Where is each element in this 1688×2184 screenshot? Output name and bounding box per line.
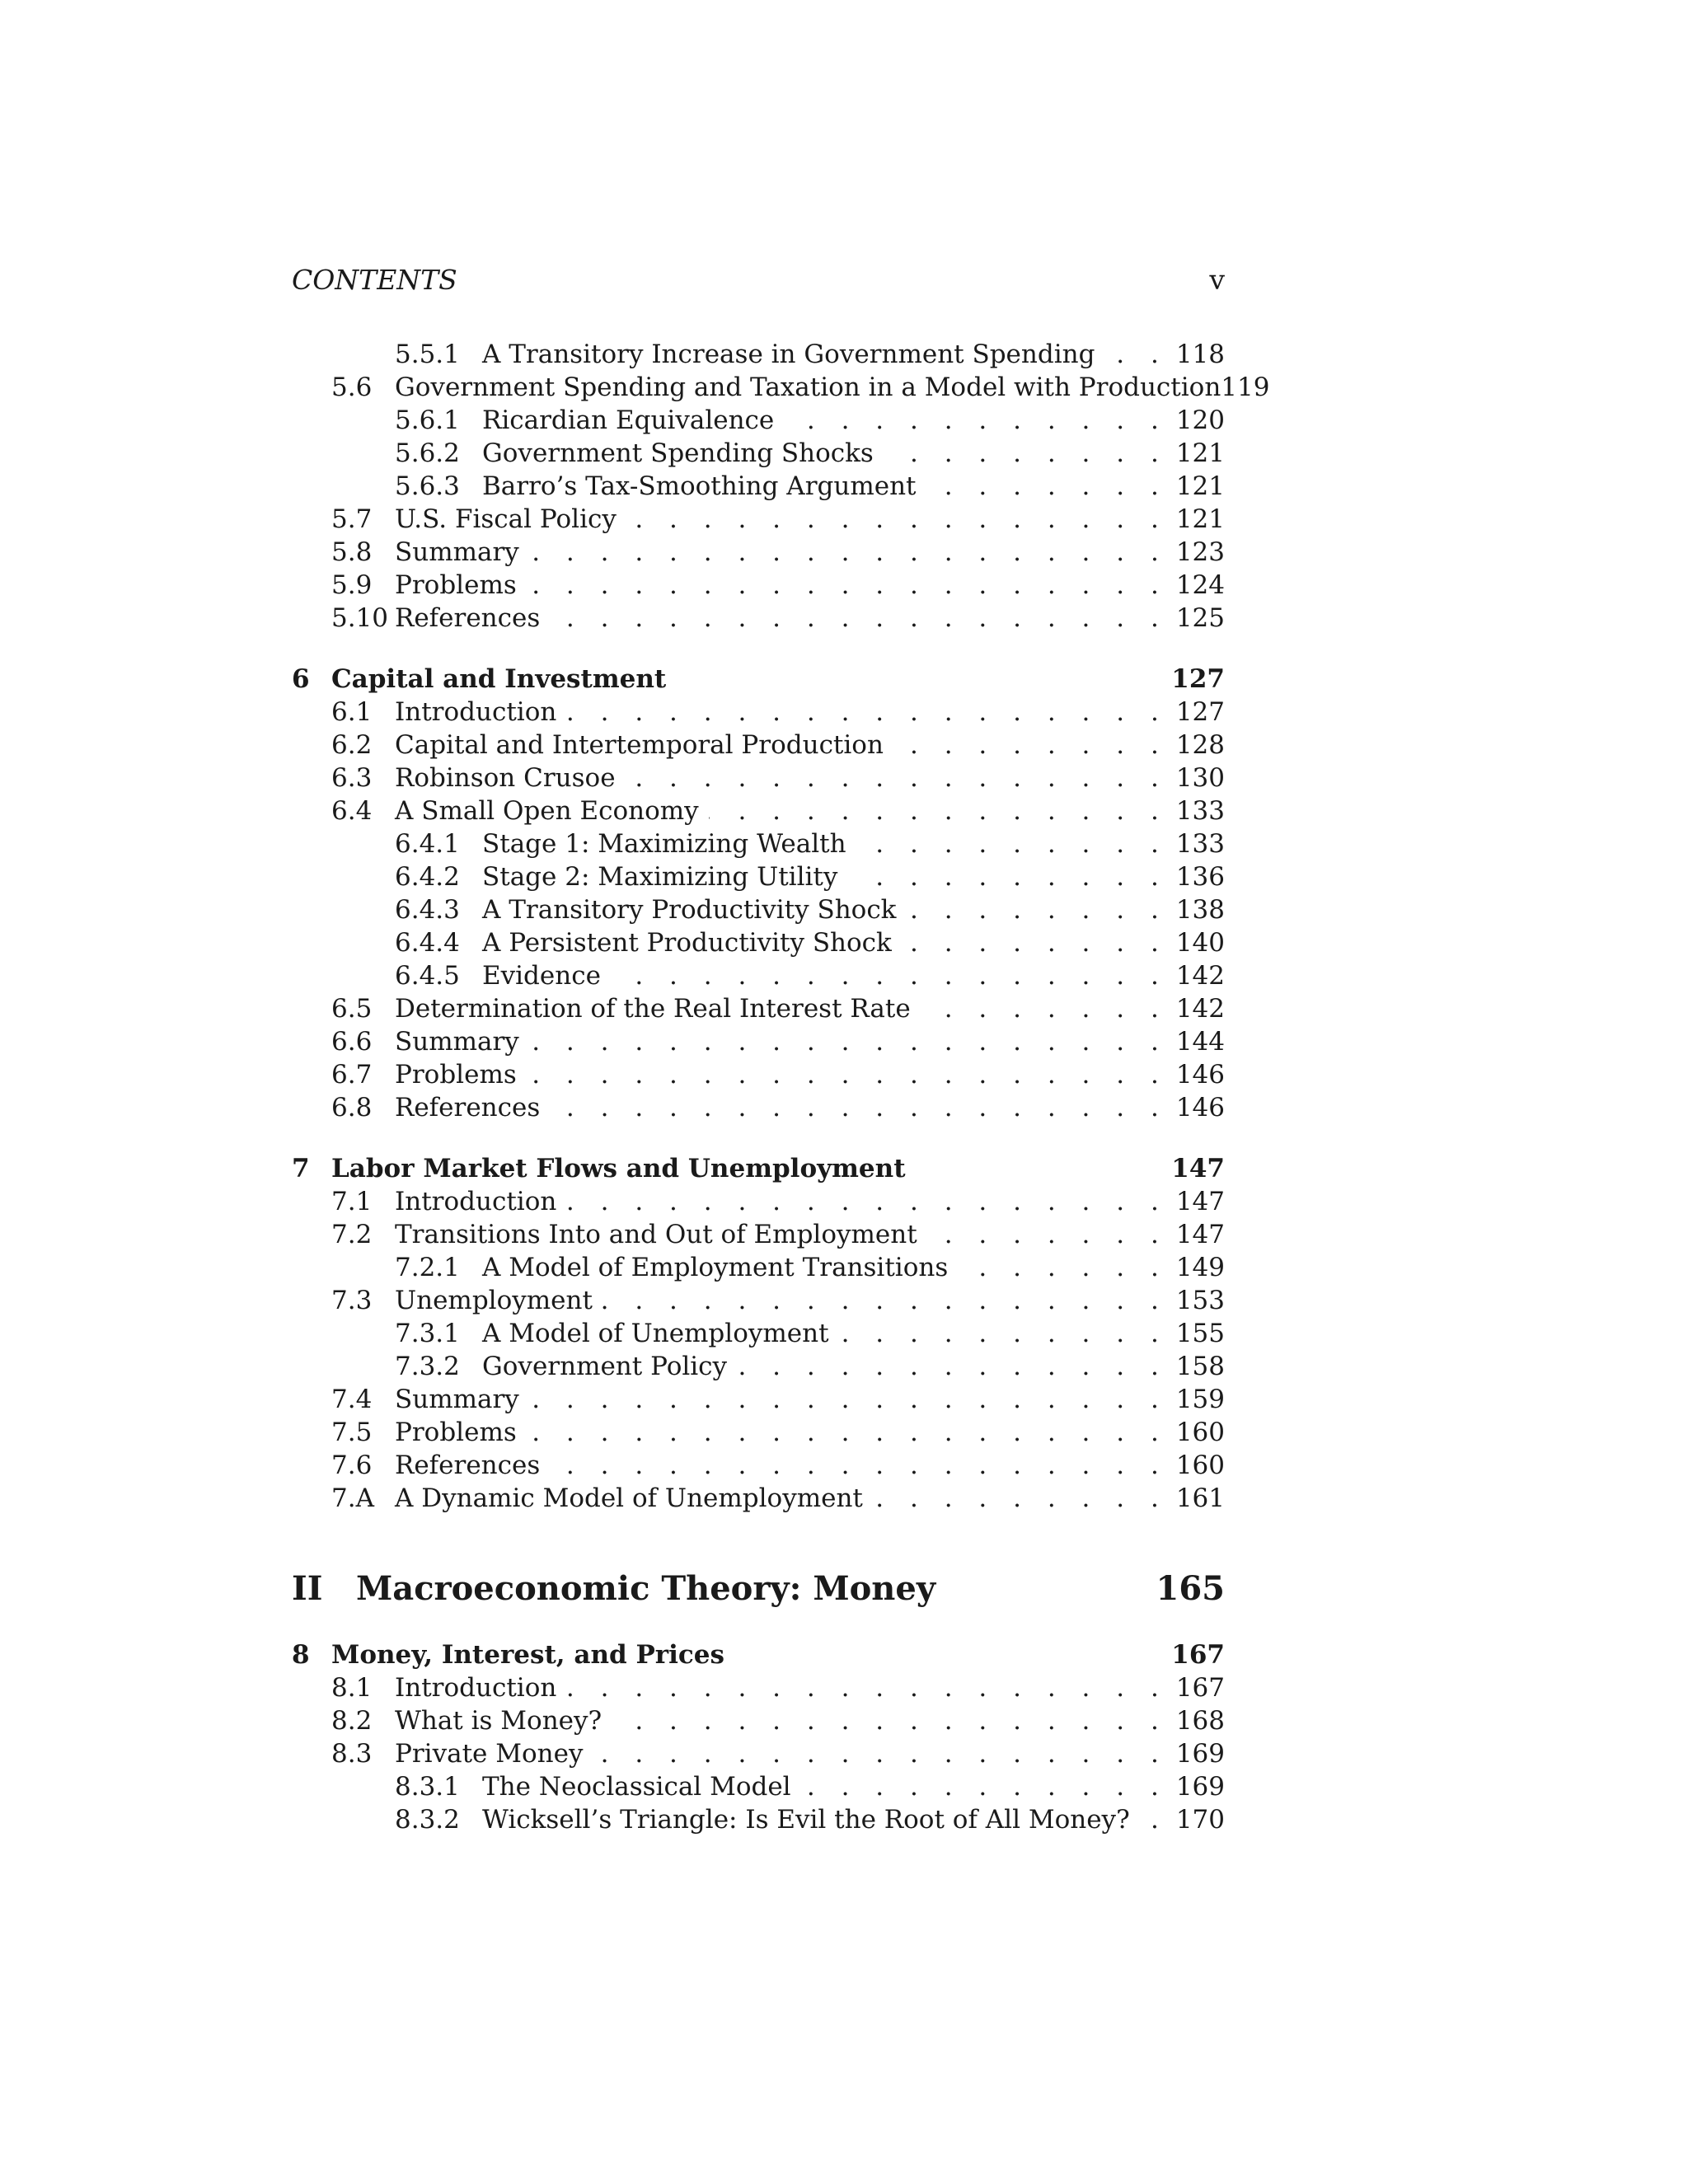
toc-entry-title: Government Spending and Taxation in a Model with Production xyxy=(395,373,1221,402)
toc-entry-page-number: 133 xyxy=(1175,796,1225,826)
toc-entry-number: 6.4.1 xyxy=(395,829,460,859)
toc-entry-number: 5.9 xyxy=(331,570,373,600)
toc-section-entry[interactable] xyxy=(292,762,1225,794)
toc-entry-number: 6.4.5 xyxy=(395,961,460,991)
toc-entry-page-number: 167 xyxy=(1175,1673,1225,1703)
toc-entry-title: Summary xyxy=(395,537,519,567)
toc-entry-title: References xyxy=(395,603,541,633)
toc-entry-number: 8.3 xyxy=(331,1739,373,1769)
toc-entry-title: Unemployment xyxy=(395,1286,593,1315)
toc-entry-page-number: 160 xyxy=(1175,1418,1225,1447)
toc-section-entry[interactable] xyxy=(292,729,1225,762)
toc-subsection-entry[interactable] xyxy=(292,827,1225,860)
toc-entry-title: The Neoclassical Model xyxy=(482,1772,791,1802)
toc-entry-title: A Transitory Increase in Government Spending xyxy=(482,340,1095,369)
toc-dot-leader xyxy=(784,404,1168,437)
toc-entry-page-number: 170 xyxy=(1175,1805,1225,1835)
toc-entry-number: 7.6 xyxy=(331,1451,373,1480)
toc-dot-leader xyxy=(527,1416,1168,1449)
toc-dot-leader xyxy=(527,1058,1168,1091)
toc-dot-leader xyxy=(529,1383,1168,1416)
running-head-page-number: v xyxy=(1209,264,1225,296)
toc-entry-page-number: 136 xyxy=(1175,862,1225,892)
toc-subsection-entry[interactable] xyxy=(292,338,1225,371)
toc-section-entry[interactable] xyxy=(292,503,1225,536)
toc-dot-leader xyxy=(927,1218,1168,1251)
toc-dot-leader xyxy=(626,503,1168,536)
toc-entry-page-number: 169 xyxy=(1175,1772,1225,1802)
toc-entry-page-number: 140 xyxy=(1175,928,1225,958)
toc-entry-number: 7.3.1 xyxy=(395,1319,460,1348)
table-of-contents xyxy=(292,338,1270,1836)
toc-section-entry[interactable] xyxy=(292,602,1225,635)
toc-entry-title: A Small Open Economy xyxy=(395,796,699,826)
toc-entry-number: 8.3.2 xyxy=(395,1805,460,1835)
toc-subsection-entry[interactable] xyxy=(292,893,1225,926)
toc-dot-leader xyxy=(566,696,1168,729)
toc-entry-page-number: 138 xyxy=(1175,895,1225,925)
toc-entry-number: 7 xyxy=(292,1154,310,1183)
toc-entry-number: 5.6.3 xyxy=(395,471,460,501)
toc-entry-page-number: 119 xyxy=(1221,373,1270,402)
toc-section-entry[interactable] xyxy=(292,1058,1225,1091)
toc-entry-title: A Transitory Productivity Shock xyxy=(482,895,897,925)
toc-dot-leader xyxy=(921,992,1168,1025)
toc-entry-page-number: 142 xyxy=(1175,994,1225,1024)
toc-dot-leader xyxy=(529,1025,1168,1058)
toc-entry-page-number: 146 xyxy=(1175,1093,1225,1122)
toc-dot-leader xyxy=(856,827,1168,860)
toc-entry-page-number: 147 xyxy=(1175,1220,1225,1249)
toc-entry-page-number: 158 xyxy=(1175,1352,1225,1381)
toc-section-entry[interactable] xyxy=(292,1284,1225,1317)
toc-chapter-entry[interactable] xyxy=(292,1638,1225,1671)
toc-entry-number: 6.4.4 xyxy=(395,928,460,958)
toc-entry-title: Stage 1: Maximizing Wealth xyxy=(482,829,846,859)
toc-subsection-entry[interactable] xyxy=(292,1770,1225,1803)
toc-entry-page-number: 130 xyxy=(1175,763,1225,793)
toc-entry-number: 6.1 xyxy=(331,697,373,727)
toc-entry-page-number: 155 xyxy=(1175,1319,1225,1348)
toc-entry-number: 5.6.1 xyxy=(395,405,460,435)
toc-entry-number: 5.6.2 xyxy=(395,438,460,468)
toc-section-entry[interactable] xyxy=(292,794,1225,827)
toc-dot-leader xyxy=(550,602,1168,635)
toc-entry-title: Summary xyxy=(395,1385,519,1414)
toc-entry-page-number: 121 xyxy=(1175,504,1225,534)
toc-entry-title: Wicksell’s Triangle: Is Evil the Root of All Money? xyxy=(482,1805,1130,1835)
toc-entry-title: Private Money xyxy=(395,1739,584,1769)
toc-subsection-entry[interactable] xyxy=(292,926,1225,959)
toc-entry-page-number: 133 xyxy=(1175,829,1225,859)
toc-entry-title: Barro’s Tax-Smoothing Argument xyxy=(482,471,917,501)
toc-entry-title: Transitions Into and Out of Employment xyxy=(395,1220,917,1249)
toc-entry-page-number: 124 xyxy=(1175,570,1225,600)
toc-dot-leader xyxy=(839,1317,1168,1350)
toc-entry-title: References xyxy=(395,1093,541,1122)
toc-entry-number: 7.2 xyxy=(331,1220,373,1249)
toc-entry-page-number: 159 xyxy=(1175,1385,1225,1414)
toc-entry-title: U.S. Fiscal Policy xyxy=(395,504,617,534)
toc-dot-leader xyxy=(1104,338,1167,371)
toc-dot-leader xyxy=(906,893,1167,926)
toc-dot-leader xyxy=(527,569,1168,602)
toc-dot-leader xyxy=(958,1251,1168,1284)
toc-entry-number: 8.1 xyxy=(331,1673,373,1703)
toc-section-entry[interactable] xyxy=(292,1218,1225,1251)
toc-entry-page-number: 121 xyxy=(1175,438,1225,468)
toc-dot-leader xyxy=(801,1770,1168,1803)
toc-entry-page-number: 153 xyxy=(1175,1286,1225,1315)
toc-entry-number: 6.5 xyxy=(331,994,373,1024)
toc-entry-page-number: 161 xyxy=(1175,1483,1225,1513)
toc-section-entry[interactable] xyxy=(292,1416,1225,1449)
toc-entry-title: Introduction xyxy=(395,1673,557,1703)
toc-entry-title: Labor Market Flows and Unemployment xyxy=(331,1154,906,1183)
toc-entry-number: 7.3.2 xyxy=(395,1352,460,1381)
toc-entry-title: Robinson Crusoe xyxy=(395,763,616,793)
toc-dot-leader xyxy=(884,437,1168,470)
toc-entry-title: Macroeconomic Theory: Money xyxy=(356,1569,936,1608)
toc-entry-title: Government Spending Shocks xyxy=(482,438,874,468)
toc-chapter-entry[interactable] xyxy=(292,663,1225,696)
toc-entry-title: Introduction xyxy=(395,1187,557,1216)
toc-entry-page-number: 144 xyxy=(1175,1027,1225,1057)
toc-entry-title: A Dynamic Model of Unemployment xyxy=(395,1483,863,1513)
toc-dot-leader xyxy=(550,1091,1168,1124)
toc-entry-title: Ricardian Equivalence xyxy=(482,405,775,435)
running-head-title: CONTENTS xyxy=(292,264,457,296)
toc-dot-leader xyxy=(1140,1803,1168,1836)
toc-entry-title: A Model of Employment Transitions xyxy=(482,1253,949,1282)
toc-part-entry[interactable] xyxy=(292,1568,1225,1610)
toc-subsection-entry[interactable] xyxy=(292,959,1225,992)
toc-entry-page-number: 167 xyxy=(1171,1640,1225,1670)
toc-entry-number: 7.1 xyxy=(331,1187,373,1216)
toc-subsection-entry[interactable] xyxy=(292,1251,1225,1284)
toc-entry-number: 7.3 xyxy=(331,1286,373,1315)
toc-entry-number: 6.6 xyxy=(331,1027,373,1057)
toc-entry-title: What is Money? xyxy=(395,1706,603,1736)
toc-entry-page-number: 120 xyxy=(1175,405,1225,435)
toc-entry-number: 6.3 xyxy=(331,763,373,793)
toc-entry-page-number: 147 xyxy=(1171,1154,1225,1183)
toc-dot-leader xyxy=(593,1737,1167,1770)
toc-dot-leader xyxy=(737,1350,1168,1383)
toc-subsection-entry[interactable] xyxy=(292,1803,1225,1836)
toc-dot-leader xyxy=(926,470,1168,503)
toc-entry-page-number: 127 xyxy=(1171,664,1225,694)
toc-dot-leader xyxy=(709,794,1168,827)
toc-entry-title: Capital and Investment xyxy=(331,664,667,694)
toc-entry-number: 5.6 xyxy=(331,373,373,402)
toc-subsection-entry[interactable] xyxy=(292,404,1225,437)
toc-entry-number: 6.4.3 xyxy=(395,895,460,925)
toc-entry-number: 6.2 xyxy=(331,730,373,760)
toc-entry-title: Problems xyxy=(395,570,517,600)
toc-dot-leader xyxy=(566,1185,1168,1218)
toc-entry-number: 5.7 xyxy=(331,504,373,534)
toc-entry-title: References xyxy=(395,1451,541,1480)
toc-entry-number: 8 xyxy=(292,1640,310,1670)
toc-section-entry[interactable] xyxy=(292,1737,1225,1770)
toc-entry-number: 6.8 xyxy=(331,1093,373,1122)
toc-dot-leader xyxy=(612,1704,1168,1737)
toc-entry-page-number: 127 xyxy=(1175,697,1225,727)
toc-entry-title: Determination of the Real Interest Rate xyxy=(395,994,911,1024)
toc-chapter-entry[interactable] xyxy=(292,1152,1225,1185)
toc-entry-page-number: 149 xyxy=(1175,1253,1225,1282)
toc-section-entry[interactable] xyxy=(292,1449,1225,1482)
toc-entry-number: 6.4 xyxy=(331,796,373,826)
toc-section-entry[interactable] xyxy=(292,1671,1225,1704)
toc-entry-number: 5.10 xyxy=(331,603,389,633)
toc-entry-number: 6.4.2 xyxy=(395,862,460,892)
toc-section-entry[interactable] xyxy=(292,1091,1225,1124)
toc-entry-page-number: 125 xyxy=(1175,603,1225,633)
toc-entry-title: Introduction xyxy=(395,697,557,727)
toc-dot-leader xyxy=(873,1482,1168,1515)
toc-section-entry[interactable] xyxy=(292,569,1225,602)
toc-entry-page-number: 169 xyxy=(1175,1739,1225,1769)
toc-entry-number: 7.4 xyxy=(331,1385,373,1414)
toc-entry-title: Stage 2: Maximizing Utility xyxy=(482,862,838,892)
toc-entry-title: Problems xyxy=(395,1418,517,1447)
toc-entry-page-number: 128 xyxy=(1175,730,1225,760)
toc-entry-number: 7.5 xyxy=(331,1418,373,1447)
toc-dot-leader xyxy=(550,1449,1168,1482)
toc-section-entry[interactable] xyxy=(292,1383,1225,1416)
toc-dot-leader xyxy=(566,1671,1168,1704)
toc-entry-title: Money, Interest, and Prices xyxy=(331,1640,724,1670)
toc-entry-page-number: 147 xyxy=(1175,1187,1225,1216)
toc-entry-page-number: 160 xyxy=(1175,1451,1225,1480)
toc-section-entry[interactable] xyxy=(292,1185,1225,1218)
toc-entry-title: Government Policy xyxy=(482,1352,728,1381)
toc-dot-leader xyxy=(902,926,1168,959)
running-head xyxy=(292,262,1225,298)
toc-subsection-entry[interactable] xyxy=(292,860,1225,893)
toc-entry-page-number: 118 xyxy=(1175,340,1225,369)
toc-section-entry[interactable] xyxy=(292,371,1270,404)
toc-entry-title: Summary xyxy=(395,1027,519,1057)
toc-entry-title: A Persistent Productivity Shock xyxy=(482,928,892,958)
toc-entry-number: 6 xyxy=(292,664,310,694)
toc-dot-leader xyxy=(603,1284,1168,1317)
document-page xyxy=(292,262,1270,1836)
toc-section-entry[interactable] xyxy=(292,1025,1225,1058)
toc-dot-leader xyxy=(626,762,1168,794)
toc-entry-page-number: 168 xyxy=(1175,1706,1225,1736)
toc-section-entry[interactable] xyxy=(292,1704,1225,1737)
toc-entry-number: 8.3.1 xyxy=(395,1772,460,1802)
toc-entry-title: Capital and Intertemporal Production xyxy=(395,730,884,760)
toc-section-entry[interactable] xyxy=(292,992,1225,1025)
toc-entry-title: Evidence xyxy=(482,961,601,991)
toc-entry-page-number: 121 xyxy=(1175,471,1225,501)
toc-subsection-entry[interactable] xyxy=(292,1317,1225,1350)
toc-subsection-entry[interactable] xyxy=(292,437,1225,470)
toc-entry-number: 5.8 xyxy=(331,537,373,567)
toc-entry-number: 6.7 xyxy=(331,1060,373,1090)
toc-entry-number: 8.2 xyxy=(331,1706,373,1736)
toc-dot-leader xyxy=(611,959,1168,992)
toc-entry-number: 7.A xyxy=(331,1483,374,1513)
toc-dot-leader xyxy=(529,536,1168,569)
toc-entry-page-number: 123 xyxy=(1175,537,1225,567)
toc-entry-number: 5.5.1 xyxy=(395,340,460,369)
toc-section-entry[interactable] xyxy=(292,536,1225,569)
toc-entry-title: A Model of Unemployment xyxy=(482,1319,829,1348)
toc-dot-leader xyxy=(893,729,1168,762)
toc-section-entry[interactable] xyxy=(292,1482,1225,1515)
toc-dot-leader xyxy=(847,860,1167,893)
toc-entry-page-number: 142 xyxy=(1175,961,1225,991)
toc-entry-number: 7.2.1 xyxy=(395,1253,460,1282)
toc-entry-title: Problems xyxy=(395,1060,517,1090)
toc-subsection-entry[interactable] xyxy=(292,1350,1225,1383)
toc-entry-number: II xyxy=(292,1569,323,1608)
toc-entry-page-number: 165 xyxy=(1156,1569,1225,1608)
toc-entry-page-number: 146 xyxy=(1175,1060,1225,1090)
toc-subsection-entry[interactable] xyxy=(292,470,1225,503)
toc-section-entry[interactable] xyxy=(292,696,1225,729)
